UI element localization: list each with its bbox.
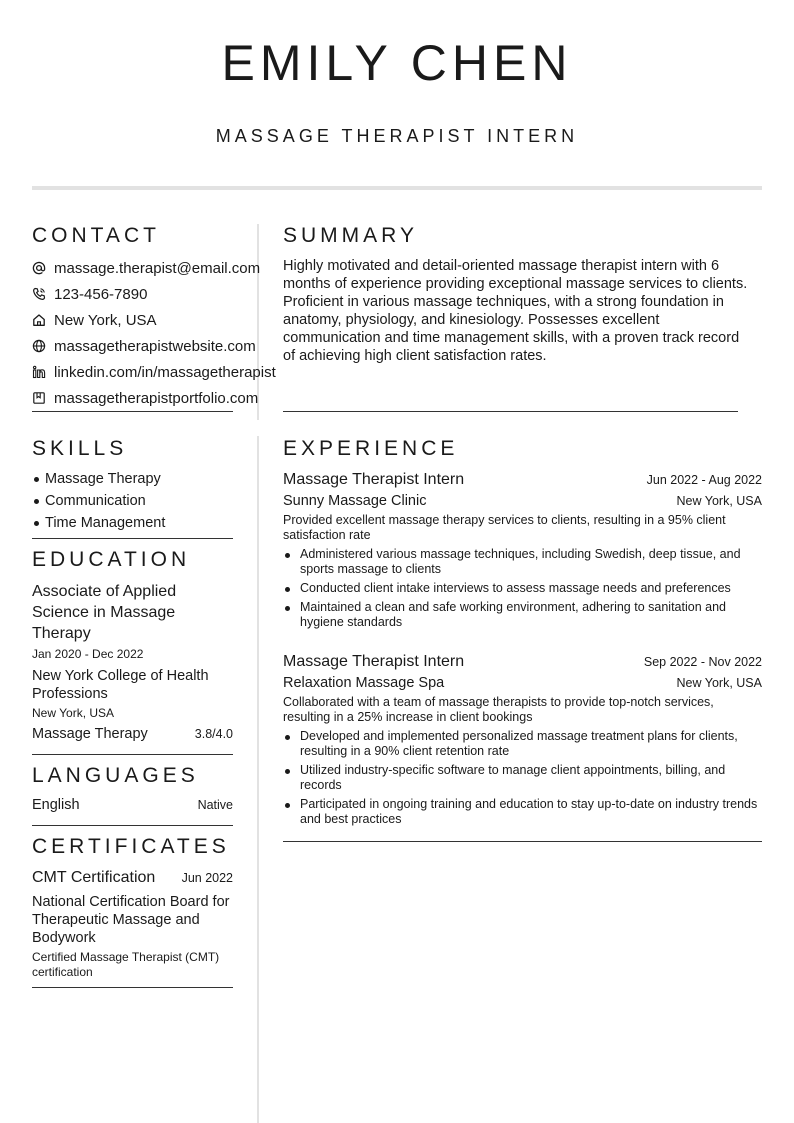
job-location: New York, USA (676, 676, 762, 690)
bullet (285, 803, 290, 808)
contact-location (32, 307, 292, 333)
skill-label: Communication (45, 493, 146, 509)
certificate-name: CMT Certification (32, 869, 156, 886)
contact-linkedin-text: linkedin.com/in/massagetherapist (54, 363, 276, 381)
skills-list (32, 468, 233, 534)
bullet-text: Utilized industry-specific software to manage client appointments, billing, and records (300, 763, 726, 792)
certificates-divider (32, 987, 233, 988)
contact-website-text: massagetherapistwebsite.com (54, 337, 256, 355)
summary-divider (283, 411, 738, 412)
skills-heading: SKILLS (32, 437, 128, 460)
contact-linkedin[interactable] (32, 359, 292, 385)
bullet-text: Administered various massage techniques, including Swedish, deep tissue, and sports massage to clients (300, 547, 741, 576)
languages-divider (32, 825, 233, 826)
bullet-text: Developed and implemented personalized massage treatment plans for clients, resulting in a 90% client retention rate (300, 729, 738, 758)
globe-icon (32, 339, 46, 353)
education-heading: EDUCATION (32, 548, 191, 571)
job-header-row (283, 653, 762, 671)
certificate-description: Certified Massage Therapist (CMT) certification (32, 950, 220, 979)
contact-email-text: massage.therapist@email.com (54, 259, 261, 277)
education-degree: Associate of Applied Science in Massage Therapy (32, 583, 177, 642)
bullet (285, 553, 290, 558)
summary-heading: SUMMARY (283, 224, 418, 247)
column-divider-bottom (257, 436, 259, 1123)
experience-heading: EXPERIENCE (283, 437, 459, 460)
job-header-row (283, 471, 762, 489)
portfolio-icon (32, 391, 46, 405)
bullet (34, 499, 39, 504)
certificate-date: Jun 2022 (181, 871, 233, 885)
bullet (285, 735, 290, 740)
contact-location-text: New York, USA (54, 311, 157, 329)
contact-phone[interactable] (32, 281, 292, 307)
languages-heading: LANGUAGES (32, 764, 199, 787)
phone-icon (32, 287, 46, 301)
contact-email[interactable] (32, 255, 292, 281)
education-divider (32, 754, 233, 755)
bullet (285, 587, 290, 592)
language-name: English (32, 797, 80, 813)
list-item (283, 797, 762, 827)
experience-entry (283, 653, 762, 827)
bullet (34, 521, 39, 526)
contact-list (32, 255, 292, 411)
list-item (32, 512, 233, 534)
list-item (283, 581, 762, 596)
education-field: Massage Therapy (32, 726, 148, 742)
experience-divider (283, 841, 762, 842)
job-company: Sunny Massage Clinic (283, 493, 427, 509)
skill-label: Massage Therapy (45, 471, 161, 487)
certificate-issuer: National Certification Board for Therapeutic Massage and Bodywork (32, 894, 230, 946)
education-school: New York College of Health Professions (32, 668, 209, 702)
bullet-text: Conducted client intake interviews to assess massage needs and preferences (300, 581, 731, 595)
list-item (32, 490, 233, 512)
skill-label: Time Management (45, 515, 166, 531)
language-level: Native (197, 798, 233, 812)
education-dates: Jan 2020 - Dec 2022 (32, 647, 144, 661)
at-icon (32, 261, 46, 275)
certificates-heading: CERTIFICATES (32, 835, 230, 858)
skills-divider (32, 538, 233, 539)
certificate-row (32, 869, 233, 887)
bullet (34, 477, 39, 482)
language-row (32, 797, 233, 813)
candidate-name: EMILY CHEN (221, 35, 573, 91)
linkedin-icon (32, 365, 46, 379)
job-title: MASSAGE THERAPIST INTERN (215, 126, 579, 146)
job-bullets (283, 547, 762, 630)
contact-phone-text: 123-456-7890 (54, 285, 148, 303)
list-item (32, 468, 233, 490)
list-item (283, 547, 762, 577)
contact-heading: CONTACT (32, 224, 160, 247)
job-location: New York, USA (676, 494, 762, 508)
contact-portfolio-text: massagetherapistportfolio.com (54, 389, 259, 407)
experience-entry (283, 471, 762, 630)
bullet-text: Maintained a clean and safe working environment, adhering to sanitation and hygiene standards (300, 600, 726, 629)
job-company-row (283, 675, 762, 691)
job-company: Relaxation Massage Spa (283, 675, 445, 691)
job-bullets (283, 729, 762, 827)
job-description: Provided excellent massage therapy services to clients, resulting in a 95% client satisfaction rate (283, 513, 726, 542)
contact-divider (32, 411, 233, 412)
list-item (283, 600, 762, 630)
list-item (283, 763, 762, 793)
job-position: Massage Therapist Intern (283, 471, 465, 488)
job-dates: Jun 2022 - Aug 2022 (646, 473, 762, 487)
bullet (285, 769, 290, 774)
job-description: Collaborated with a team of massage therapists to provide top-notch services, resulting in a 25% increase in client bookings (283, 695, 714, 724)
education-location: New York, USA (32, 706, 115, 720)
contact-portfolio[interactable] (32, 385, 292, 411)
education-gpa: 3.8/4.0 (194, 727, 233, 741)
bullet (285, 606, 290, 611)
job-position: Massage Therapist Intern (283, 653, 465, 670)
header-divider (32, 186, 762, 190)
contact-website[interactable] (32, 333, 292, 359)
bullet-text: Participated in ongoing training and education to stay up-to-date on industry trends and best practices (300, 797, 758, 826)
list-item (283, 729, 762, 759)
home-icon (32, 313, 46, 327)
education-field-row (32, 726, 233, 742)
summary-text: Highly motivated and detail-oriented massage therapist intern with 6 months of experience providing exceptional massage services to clients. Proficient in various massage techniques, with a strong foundation in anatomy, physiology, and kinesiology. Possesses excellent communication and time management skills, with a proven track record of achieving high client satisfaction rates. (283, 258, 748, 364)
job-dates: Sep 2022 - Nov 2022 (643, 655, 762, 669)
job-company-row (283, 493, 762, 509)
